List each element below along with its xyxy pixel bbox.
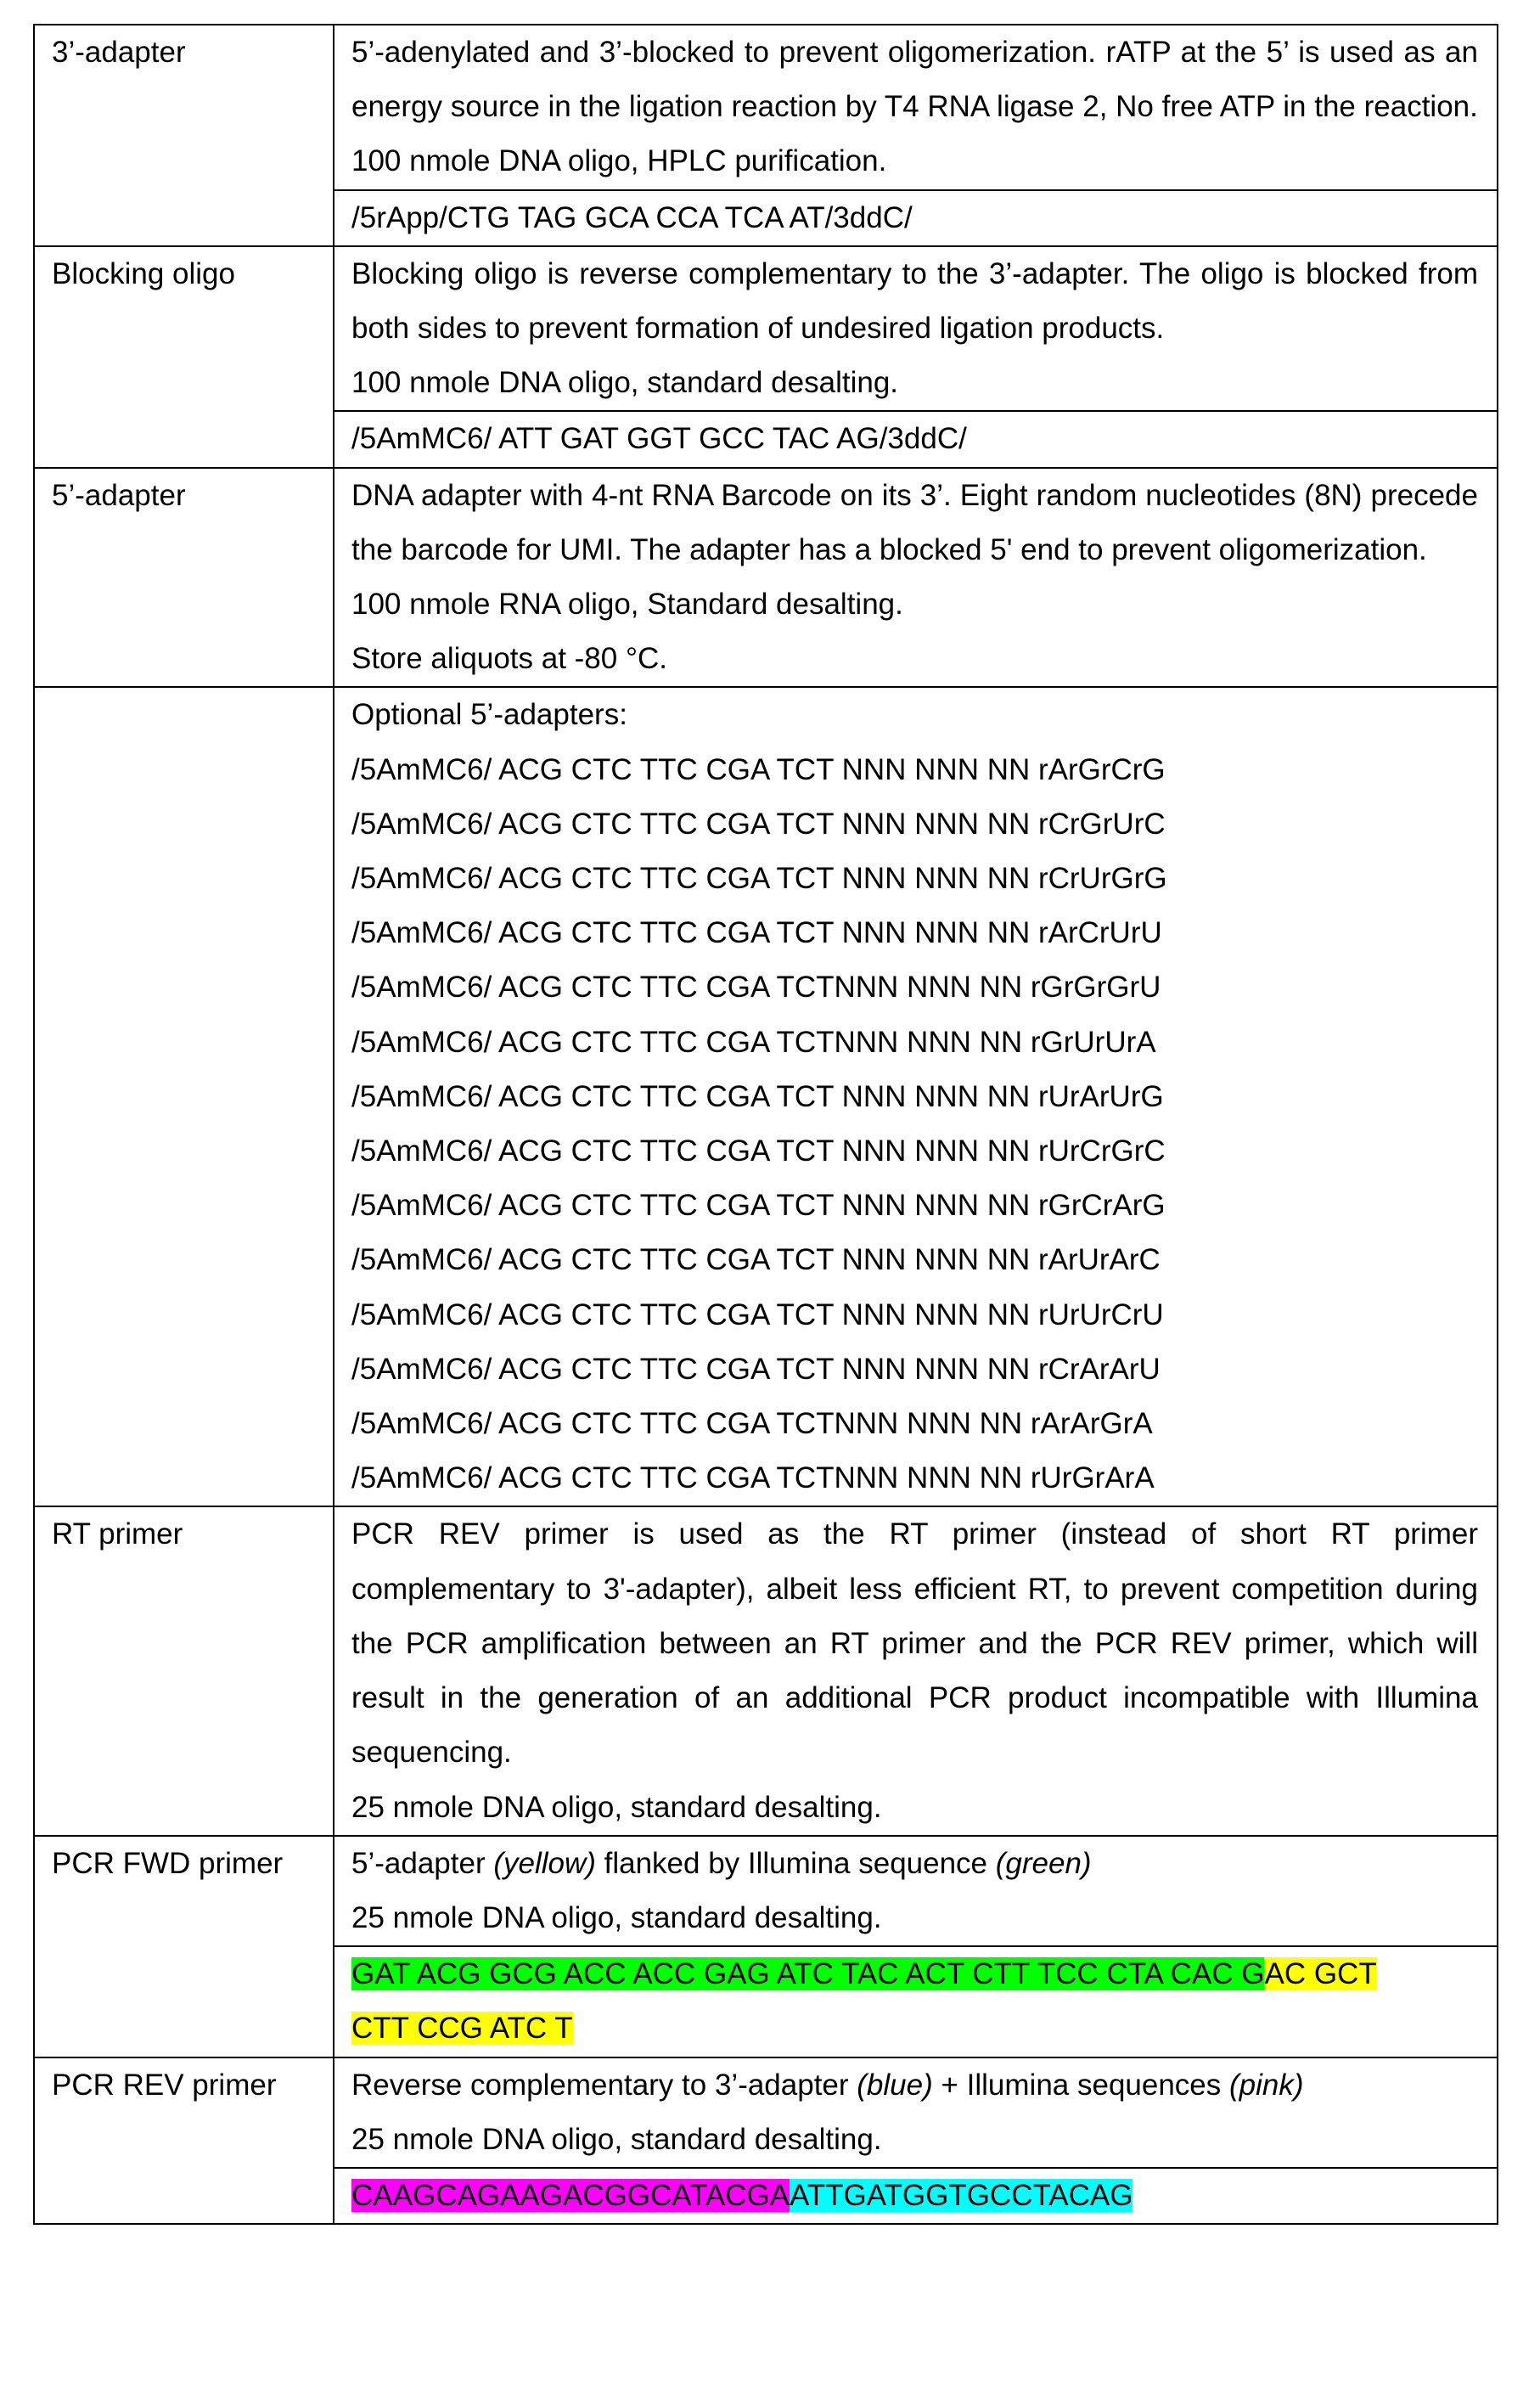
color-key-green: (green) <box>995 1846 1092 1880</box>
amount-text: 25 nmole DNA oligo, standard desalting. <box>351 1790 882 1824</box>
description-cell <box>334 1836 1498 1946</box>
row-label <box>34 1836 334 2057</box>
adapter-sequence: /5AmMC6/ ACG CTC TTC CGA TCT NNN NNN NN rArUrArC <box>351 1243 1161 1277</box>
description-text: DNA adapter with 4-nt RNA Barcode on its 3’. Eight random nucleotides (8N) precede the barcode for UMI. The adapter has a blocked 5' end to prevent oligomerization. <box>351 478 1478 566</box>
sequence-cell <box>334 411 1498 467</box>
optional-adapters-cell <box>334 687 1498 1506</box>
table-row-three-adapter <box>34 25 1498 190</box>
adapter-sequence: /5AmMC6/ ACG CTC TTC CGA TCT NNN NNN NN rCrGrUrC <box>351 807 1166 841</box>
adapter-sequence: /5AmMC6/ ACG CTC TTC CGA TCT NNN NNN NN rArCrUrU <box>351 916 1162 950</box>
description-cell <box>334 1506 1498 1835</box>
row-label <box>34 687 334 1506</box>
oligo-table <box>33 24 1498 2225</box>
color-key-pink: (pink) <box>1229 2068 1304 2102</box>
description-cell <box>334 468 1498 688</box>
desc-part: Reverse complementary to 3’-adapter <box>351 2068 857 2102</box>
color-key-yellow: (yellow) <box>493 1846 596 1880</box>
description-cell <box>334 246 1498 412</box>
adapter-sequence: /5AmMC6/ ACG CTC TTC CGA TCT NNN NNN NN rUrArUrG <box>351 1079 1164 1113</box>
illumina-sequence-green: GAT ACG GCG ACC ACC GAG ATC TAC ACT CTT TCC CTA CAC G <box>351 1957 1265 1991</box>
sequence-cell <box>334 190 1498 246</box>
adapter-sequence: /5AmMC6/ ACG CTC TTC CGA TCT NNN NNN NN rCrArArU <box>351 1352 1161 1386</box>
description-text: 5’-adenylated and 3’-blocked to prevent oligomerization. rATP at the 5’ is used as an energy source in the ligation reaction by T4 RNA ligase 2, No free ATP in the reaction. <box>351 36 1478 124</box>
adapter-sequence: /5AmMC6/ ACG CTC TTC CGA TCT NNN NNN NN rCrUrGrG <box>351 862 1167 896</box>
row-label <box>34 1506 334 1835</box>
sequence-line-1 <box>351 1947 1478 2001</box>
description-cell <box>334 25 1498 190</box>
sequence-text: /5rApp/CTG TAG GCA CCA TCA AT/3ddC/ <box>351 200 913 234</box>
row-label <box>34 2057 334 2225</box>
row-label-text: Blocking oligo <box>52 256 235 290</box>
optional-adapters-heading: Optional 5’-adapters: <box>351 698 627 732</box>
storage-text: Store aliquots at -80 °C. <box>351 642 667 676</box>
sequence-cell <box>334 2168 1498 2224</box>
adapter-sequence: /5AmMC6/ ACG CTC TTC CGA TCT NNN NNN NN rGrCrArG <box>351 1189 1166 1223</box>
adapter-sequence: /5AmMC6/ ACG CTC TTC CGA TCTNNN NNN NN rUrGrArA <box>351 1461 1155 1495</box>
row-label-text: PCR FWD primer <box>52 1846 284 1880</box>
row-label <box>34 25 334 246</box>
description-text: Blocking oligo is reverse complementary to the 3’-adapter. The oligo is blocked from both sides to prevent formation of undesired ligation products. <box>351 256 1478 346</box>
row-label <box>34 468 334 688</box>
adapter-sequence: /5AmMC6/ ACG CTC TTC CGA TCT NNN NNN NN rUrUrCrU <box>351 1297 1164 1331</box>
table-row-pcr-fwd <box>34 1836 1498 1946</box>
row-label-text: PCR REV primer <box>52 2068 277 2102</box>
sequence-text: /5AmMC6/ ATT GAT GGT GCC TAC AG/3ddC/ <box>351 422 967 456</box>
table-row-five-adapter <box>34 468 1498 688</box>
table-row-rt-primer <box>34 1506 1498 1835</box>
adapter-sequence-yellow: AC GCT <box>1264 1957 1377 1991</box>
row-label-text: 3’-adapter <box>52 36 186 69</box>
description-text: PCR REV primer is used as the RT primer (instead of short RT primer complementary to 3'-adapter), albeit less efficient RT, to prevent competition during the PCR amplification between an RT primer and the PCR REV primer, which will result in the generation of an additional PCR product incompatible with Illumina sequencing. <box>351 1517 1478 1770</box>
amount-text: 100 nmole DNA oligo, HPLC purification. <box>351 144 887 178</box>
row-label-text: 5’-adapter <box>52 478 186 512</box>
color-key-blue: (blue) <box>857 2068 933 2102</box>
description-cell <box>334 2057 1498 2168</box>
adapter-sequence-blue: ATTGATGGTGCCTACAG <box>790 2178 1133 2212</box>
table-row-blocking-oligo <box>34 246 1498 412</box>
sequence-cell <box>334 1946 1498 2057</box>
adapter-sequence: /5AmMC6/ ACG CTC TTC CGA TCTNNN NNN NN rArArGrA <box>351 1407 1153 1441</box>
amount-text: 100 nmole DNA oligo, standard desalting. <box>351 366 899 400</box>
desc-part: flanked by Illumina sequence <box>595 1846 996 1880</box>
adapter-sequence: /5AmMC6/ ACG CTC TTC CGA TCT NNN NNN NN rUrCrGrC <box>351 1134 1166 1168</box>
desc-part: 5’-adapter <box>351 1846 494 1880</box>
amount-text: 100 nmole RNA oligo, Standard desalting. <box>351 588 903 622</box>
adapter-sequence: /5AmMC6/ ACG CTC TTC CGA TCT NNN NNN NN rArGrCrG <box>351 752 1166 786</box>
row-label <box>34 246 334 468</box>
description-text <box>351 2058 1478 2113</box>
sequence-line-2 <box>351 2001 1478 2056</box>
amount-text: 25 nmole DNA oligo, standard desalting. <box>351 1900 882 1934</box>
row-label-text: RT primer <box>52 1517 183 1551</box>
desc-part: + Illumina sequences <box>932 2068 1229 2102</box>
sequence-line <box>351 2169 1478 2223</box>
illumina-sequence-pink: CAAGCAGAAGACGGCATACGA <box>351 2178 790 2212</box>
description-text <box>351 1837 1478 1891</box>
adapter-sequence-yellow: CTT CCG ATC T <box>351 2012 573 2046</box>
adapter-sequence: /5AmMC6/ ACG CTC TTC CGA TCTNNN NNN NN rGrUrUrA <box>351 1025 1156 1059</box>
table-row-pcr-rev <box>34 2057 1498 2168</box>
amount-text: 25 nmole DNA oligo, standard desalting. <box>351 2122 882 2156</box>
adapter-sequence: /5AmMC6/ ACG CTC TTC CGA TCTNNN NNN NN rGrGrGrU <box>351 971 1161 1005</box>
table-row-optional-adapters <box>34 687 1498 1506</box>
